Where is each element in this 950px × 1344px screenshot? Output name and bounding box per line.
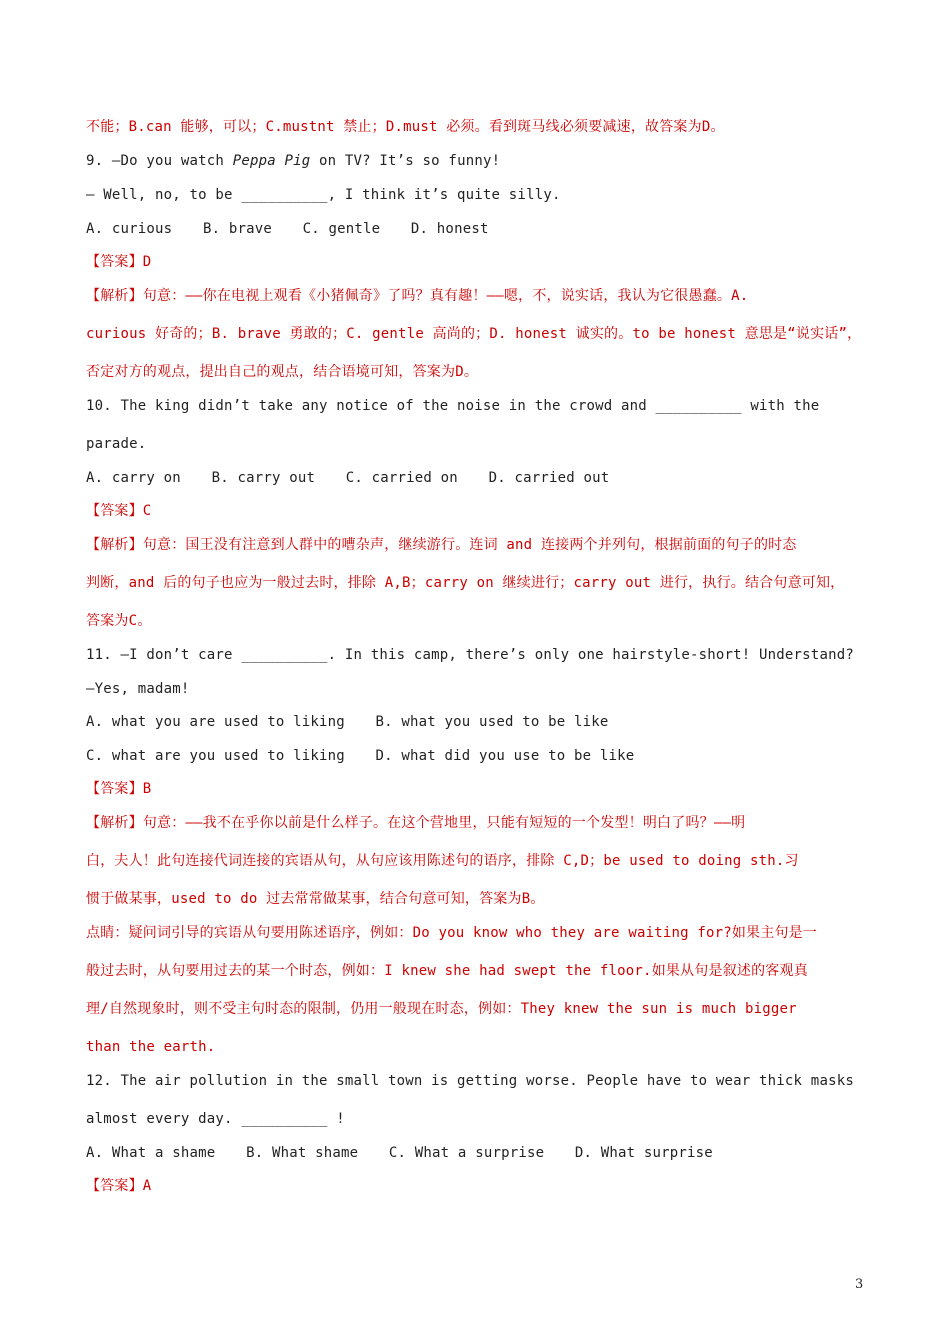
q10-option-d: D. carried out (488, 470, 610, 486)
q11-answer: 【答案】B (86, 781, 152, 797)
q12-option-d: D. What surprise (574, 1145, 713, 1161)
q11-explanation-3: 惯于做某事，used to do 过去常常做某事，结合句意可知，答案为B。 (86, 891, 545, 907)
q9-reply: — Well, no, to be __________, I think it’s quite silly. (86, 187, 561, 203)
q12-options (86, 1143, 866, 1163)
q10-explanation-3: 答案为C。 (86, 613, 152, 629)
q11-tip-4: than the earth. (86, 1039, 216, 1055)
q9-explanation-3: 否定对方的观点，提出自己的观点，结合语境可知，答案为D。 (86, 364, 479, 380)
q10-option-c: C. carried on (345, 470, 458, 486)
q9-option-d: D. honest (410, 221, 489, 237)
q11-options-ab (86, 712, 866, 732)
q12-option-a: A. What a shame (86, 1145, 216, 1161)
q9-stem-title: Peppa Pig (232, 153, 311, 169)
q8-explanation-tail: 不能；B.can 能够，可以；C.mustnt 禁止；D.must 必须。看到斑马线必须要减速，故答案为D。 (86, 119, 725, 135)
q12-option-b: B. What shame (246, 1145, 359, 1161)
q11-reply: —Yes, madam! (86, 681, 190, 697)
q10-stem: 10. The king didn’t take any notice of the noise in the crowd and __________ with the (86, 398, 820, 414)
q11-option-d: D. what did you use to be like (375, 748, 635, 764)
q9-explanation-1: 【解析】句意：——你在电视上观看《小猪佩奇》了吗？真有趣！——嗯，不，说实话，我认为它很愚蠢。A. (86, 288, 749, 304)
q11-tip-3: 理/自然现象时，则不受主句时态的限制，仍用一般现在时态，例如：They knew the sun is much bigger (86, 1001, 797, 1017)
q10-option-b: B. carry out (211, 470, 316, 486)
q9-options (86, 219, 866, 239)
q11-explanation-1: 【解析】句意：——我不在乎你以前是什么样子。在这个营地里，只能有短短的一个发型！明白了吗？——明 (86, 815, 746, 831)
q12-stem: 12. The air pollution in the small town is getting worse. People have to wear thick masks (86, 1073, 854, 1089)
q9-option-c: C. gentle (302, 221, 381, 237)
q9-stem-part2: on TV? It’s so funny! (310, 153, 501, 169)
q11-option-c: C. what are you used to liking (86, 748, 345, 764)
q9-stem (86, 151, 866, 171)
q12-answer: 【答案】A (86, 1178, 152, 1194)
q10-options (86, 468, 866, 488)
q11-option-a: A. what you are used to liking (86, 714, 345, 730)
q9-option-a: A. curious (86, 221, 173, 237)
q12-option-c: C. What a surprise (388, 1145, 545, 1161)
q11-stem: 11. —I don’t care __________. In this camp, there’s only one hairstyle-short! Understand? (86, 647, 854, 663)
page-number: 3 (855, 1277, 864, 1292)
q10-explanation-2: 判断，and 后的句子也应为一般过去时，排除 A,B；carry on 继续进行；carry out 进行，执行。结合句意可知， (86, 575, 845, 591)
q10-answer: 【答案】C (86, 503, 152, 519)
q12-stem-cont: almost every day. __________ ! (86, 1111, 345, 1127)
q11-option-b: B. what you used to be like (375, 714, 609, 730)
q11-tip-2: 般过去时，从句要用过去的某一个时态，例如：I knew she had swept the floor.如果从句是叙述的客观真 (86, 963, 808, 979)
q9-option-b: B. brave (202, 221, 272, 237)
q9-answer: 【答案】D (86, 254, 152, 270)
q11-options-cd (86, 746, 866, 766)
q10-stem-cont: parade. (86, 436, 147, 452)
q11-tip-1: 点睛：疑问词引导的宾语从句要用陈述语序，例如：Do you know who they are waiting for?如果主句是一 (86, 925, 818, 941)
q10-option-a: A. carry on (86, 470, 181, 486)
q9-explanation-2: curious 好奇的；B. brave 勇敢的；C. gentle 高尚的；D. honest 诚实的。to be honest 意思是“说实话”， (86, 326, 862, 342)
q9-stem-part1: 9. —Do you watch (86, 153, 233, 169)
q10-explanation-1: 【解析】句意：国王没有注意到人群中的嘈杂声，继续游行。连词 and 连接两个并列句，根据前面的句子的时态 (86, 537, 797, 553)
q11-explanation-2: 白，夫人！此句连接代词连接的宾语从句，从句应该用陈述句的语序，排除 C,D；be used to doing sth.习 (86, 853, 799, 869)
